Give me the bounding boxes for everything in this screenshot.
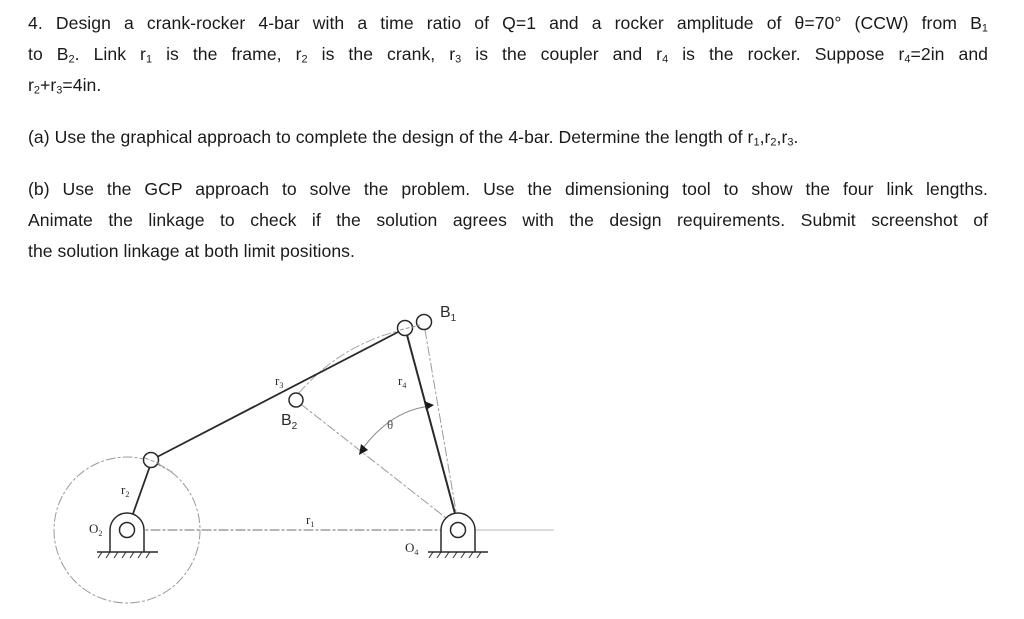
b1-position-joint [417, 315, 432, 330]
part-a-text: (a) Use the graphical approach to complete the design of the 4-bar. Determine the length of r [28, 127, 754, 147]
rocker-limit-line-b1 [425, 330, 458, 523]
theta-arrowhead-top-icon [424, 401, 434, 410]
b2-position-joint [289, 393, 303, 407]
part-b-line-3: the solution linkage at both limit positions. [28, 241, 355, 261]
subscript: 4 [662, 53, 669, 66]
statement-text: to B [28, 44, 69, 64]
ground-pivot-o4 [428, 513, 488, 558]
part-a-text: . [793, 127, 799, 147]
part-a-text: ,r [776, 127, 788, 147]
subscript: 2 [33, 84, 41, 97]
label-o2: $O_2$ [89, 521, 103, 538]
subscript: 1 [753, 136, 760, 149]
subscript: 2 [770, 136, 777, 149]
subscript: 3 [56, 84, 63, 97]
theta-arc [360, 406, 431, 452]
statement-text: is the coupler and r [461, 44, 663, 64]
label-r4: $r_4$ [398, 373, 407, 390]
subscript: 1 [981, 22, 988, 35]
statement-text: =2in and [910, 44, 988, 64]
part-a-text: ,r [759, 127, 771, 147]
subscript: 3 [455, 53, 462, 66]
statement-text: is the crank, r [307, 44, 456, 64]
label-r1: $r_1$ [306, 512, 315, 529]
label-b2: $B_2$ [281, 412, 298, 432]
subscript: 1 [145, 53, 153, 66]
label-b1: $B_1$ [440, 304, 457, 324]
label-theta: θ [387, 417, 394, 432]
rocker-arc-path [299, 330, 402, 393]
ground-pivot-o2 [97, 513, 158, 558]
subscript: 3 [787, 136, 794, 149]
coupler-link-r3 [157, 331, 400, 457]
statement-text: is the rocker. Suppose r [668, 44, 905, 64]
part-b-line-2: Animate the linkage to check if the solution agrees with the design requirements. Submit screenshot of [28, 210, 988, 230]
subscript: 4 [904, 53, 911, 66]
label-r2: $r_2$ [121, 482, 130, 499]
label-o4: $O_4$ [405, 540, 419, 557]
statement-text: . Link r [74, 44, 146, 64]
statement-text: 4. Design a crank-rocker 4-bar with a time ratio of Q=1 and a rocker amplitude of θ=70° (CCW) from B [28, 13, 982, 33]
statement-text: r [28, 75, 34, 95]
rocker-limit-line-b2 [302, 405, 455, 525]
statement-text: is the frame, r [152, 44, 302, 64]
subscript: 2 [301, 53, 308, 66]
coupler-rocker-joint [398, 321, 413, 336]
statement-text: +r [40, 75, 57, 95]
label-r3: $r_3$ [275, 373, 284, 390]
subscript: 2 [68, 53, 75, 66]
part-b-line-1: (b) Use the GCP approach to solve the problem. Use the dimensioning tool to show the four link lengths. [28, 179, 988, 199]
statement-text: =4in. [62, 75, 102, 95]
